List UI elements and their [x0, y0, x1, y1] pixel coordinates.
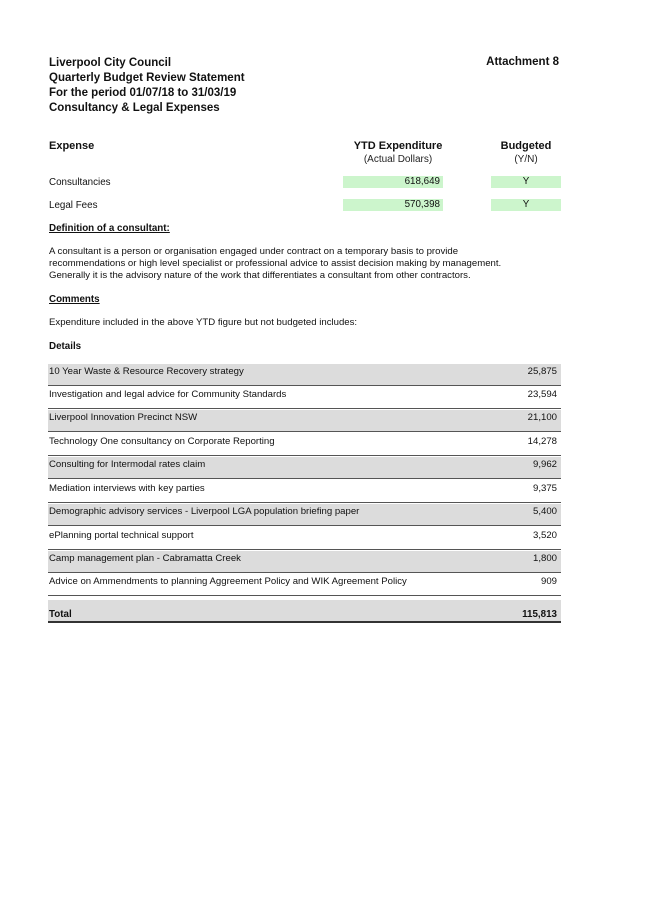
detail-label: Demographic advisory services - Liverpool LGA population briefing paper [49, 506, 360, 517]
section-title: Consultancy & Legal Expenses [49, 102, 220, 114]
summary-row-budgeted: Y [491, 176, 561, 188]
summary-row-ytd: 570,398 [343, 199, 443, 211]
detail-value: 9,962 [532, 459, 557, 470]
table-row [48, 457, 561, 479]
detail-label: ePlanning portal technical support [49, 530, 194, 541]
detail-value: 1,800 [532, 553, 557, 564]
detail-label: Advice on Ammendments to planning Aggreement Policy and WIK Agreement Policy [49, 576, 407, 587]
detail-value: 23,594 [527, 389, 557, 400]
statement-title: Quarterly Budget Review Statement [49, 72, 245, 84]
comments-heading: Comments [49, 294, 100, 305]
detail-value: 14,278 [527, 436, 557, 447]
summary-row-label: Consultancies [49, 177, 111, 188]
definition-text [49, 246, 609, 282]
table-row [48, 574, 561, 596]
detail-label: Mediation interviews with key parties [49, 483, 205, 494]
period: For the period 01/07/18 to 31/03/19 [49, 87, 237, 99]
detail-label: Technology One consultancy on Corporate Reporting [49, 436, 275, 447]
detail-label: Camp management plan - Cabramatta Creek [49, 553, 241, 564]
definition-heading: Definition of a consultant: [49, 223, 170, 234]
summary-row-ytd: 618,649 [343, 176, 443, 188]
col-expense-heading: Expense [49, 140, 95, 152]
col-ytd-sublabel: (Actual Dollars) [363, 154, 433, 165]
definition-line: Generally it is the advisory nature of the work that differentiates a consultant from other contractors. [49, 270, 471, 281]
total-row [48, 600, 561, 623]
table-row [48, 481, 561, 503]
table-row [48, 434, 561, 456]
col-ytd-label: YTD Expenditure [353, 140, 443, 152]
col-budgeted-label: Budgeted [500, 140, 552, 152]
detail-label: 10 Year Waste & Resource Recovery strategy [49, 366, 244, 377]
table-row [48, 504, 561, 526]
document-header [49, 56, 245, 116]
detail-value: 9,375 [532, 483, 557, 494]
summary-row-budgeted: Y [491, 199, 561, 211]
table-row [48, 364, 561, 386]
comments-text: Expenditure included in the above YTD figure but not budgeted includes: [49, 317, 358, 328]
table-row [48, 551, 561, 573]
attachment-label: Attachment 8 [486, 56, 559, 68]
total-value: 115,813 [522, 609, 557, 620]
detail-value: 909 [540, 576, 557, 587]
table-row [48, 410, 561, 432]
detail-value: 5,400 [532, 506, 557, 517]
detail-value: 25,875 [527, 366, 557, 377]
detail-value: 21,100 [527, 412, 557, 423]
detail-label: Liverpool Innovation Precinct NSW [49, 412, 198, 423]
table-row [48, 387, 561, 409]
council-name: Liverpool City Council [49, 57, 172, 69]
table-row [48, 528, 561, 550]
details-heading: Details [49, 341, 82, 352]
col-ytd-heading [343, 140, 453, 165]
detail-value: 3,520 [532, 530, 557, 541]
summary-row-label: Legal Fees [49, 200, 98, 211]
detail-label: Investigation and legal advice for Community Standards [49, 389, 287, 400]
definition-line: A consultant is a person or organisation engaged under contract on a temporary basis to provide [49, 246, 459, 257]
total-label: Total [49, 609, 72, 620]
col-budgeted-sublabel: (Y/N) [514, 154, 538, 165]
col-budgeted-heading [491, 140, 561, 165]
detail-label: Consulting for Intermodal rates claim [49, 459, 206, 470]
definition-line: recommendations or high level specialist or professional advice to assist decision making by management. [49, 258, 502, 269]
